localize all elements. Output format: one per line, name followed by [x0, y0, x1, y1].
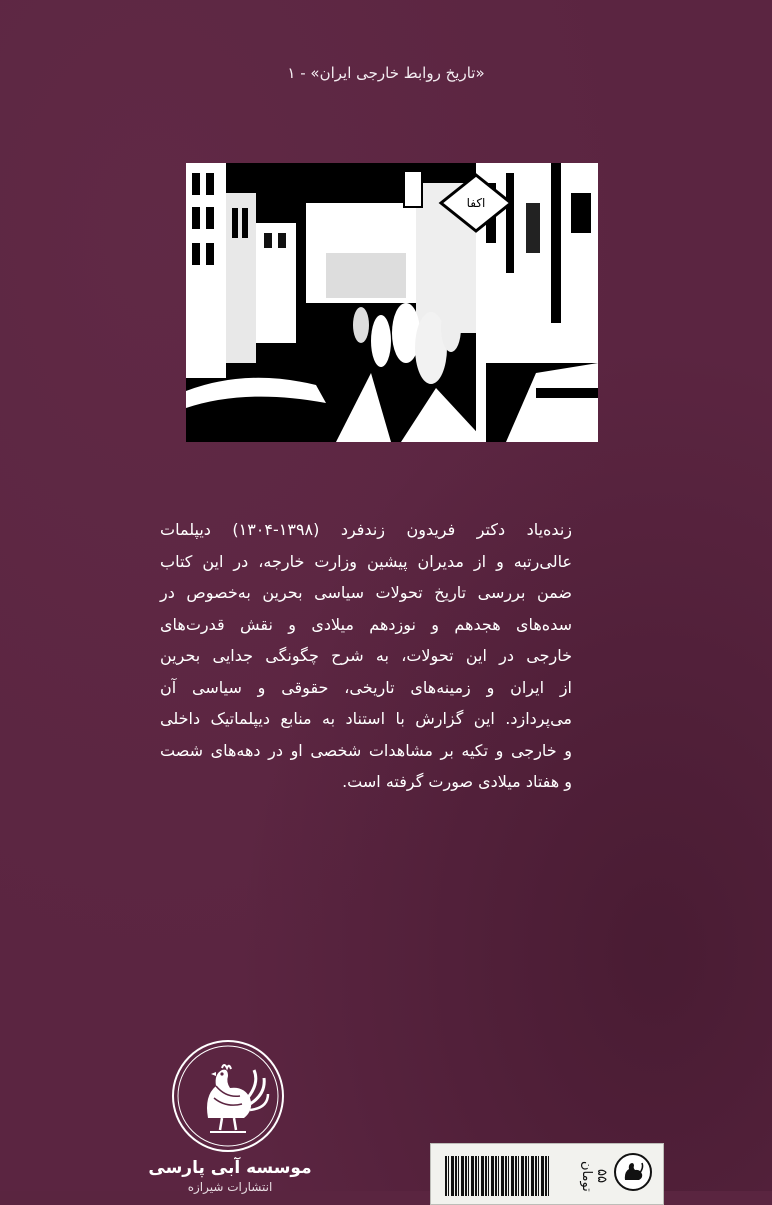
- sticker-price: ۵۵ تومان: [579, 1160, 609, 1192]
- book-description: [160, 514, 572, 798]
- description-line: از ایران و زمینه‌های تاریخی، حقوقی و سیاسی آن: [160, 677, 572, 697]
- publisher-name: موسسه آبی پارسی: [148, 1158, 312, 1178]
- description-line: ضمن بررسی تاریخ تحولات سیاسی بحرین به‌خصوص در: [160, 583, 572, 602]
- price-sticker: [430, 1143, 664, 1205]
- rooster-emblem-icon: [613, 1152, 653, 1192]
- description-line: می‌پردازد. این گزارش با استناد به منابع دیپلماتیک داخلی: [160, 709, 572, 728]
- publisher-subtitle: انتشارات شیرازه: [187, 1180, 273, 1194]
- description-line: زنده‌یاد دکتر فریدون زندفرد (۱۳۹۸-۱۳۰۴) دیپلمات: [160, 520, 572, 539]
- description-line: سده‌های هجدهم و نوزدهم میلادی و نقش قدرت‌های: [160, 614, 572, 634]
- description-line: و خارجی و تکیه بر مشاهدات شخصی او در دهه‌های شصت: [160, 740, 572, 760]
- series-title: «تاریخ روابط خارجی ایران» - ۱: [287, 64, 485, 82]
- barcode: [445, 1156, 549, 1196]
- description-line: عالی‌رتبه و از مدیران پیشین وزارت خارجه، در این کتاب: [160, 551, 572, 571]
- rooster-emblem-icon: [170, 1038, 286, 1154]
- photo-sign-text: اکفا: [466, 196, 486, 210]
- description-line: خارجی در این تحولات، به شرح چگونگی جدایی بحرین: [160, 646, 572, 665]
- description-line: و هفتاد میلادی صورت گرفته است.: [342, 772, 572, 791]
- street-photo: [186, 163, 598, 442]
